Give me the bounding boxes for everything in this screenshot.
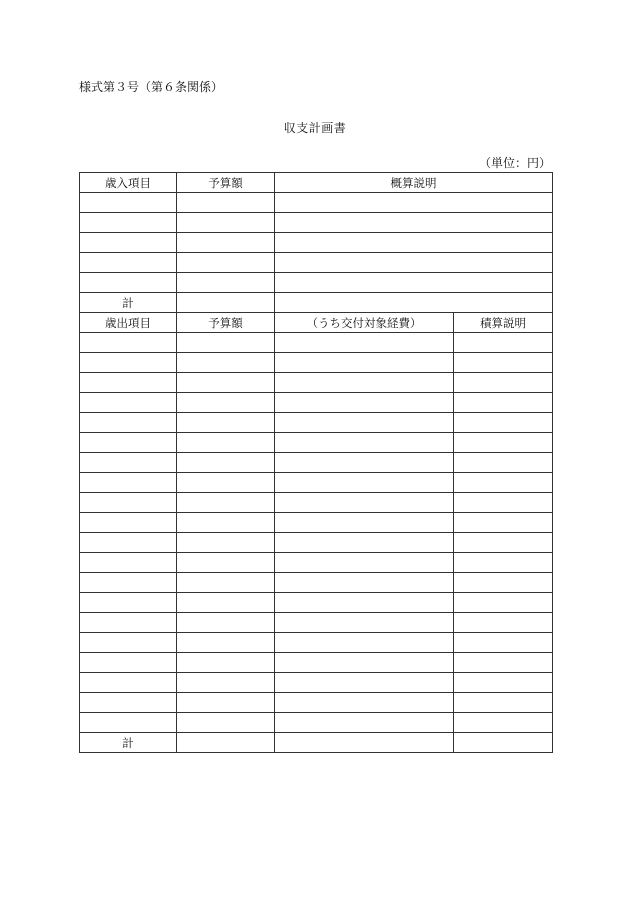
expenditure-eligible-cell[interactable]: [275, 453, 454, 473]
expenditure-calculation-cell[interactable]: [454, 613, 553, 633]
income-row: [80, 233, 553, 253]
income-description-cell[interactable]: [275, 273, 553, 293]
income-budget-cell[interactable]: [177, 193, 275, 213]
expenditure-budget-cell[interactable]: [177, 333, 275, 353]
expenditure-row: [80, 573, 553, 593]
expenditure-total-calculation-cell[interactable]: [454, 733, 553, 753]
expenditure-budget-cell[interactable]: [177, 513, 275, 533]
expenditure-calculation-cell[interactable]: [454, 553, 553, 573]
expenditure-eligible-cell[interactable]: [275, 713, 454, 733]
expenditure-calculation-cell[interactable]: [454, 713, 553, 733]
expenditure-calculation-cell[interactable]: [454, 653, 553, 673]
expenditure-item-cell[interactable]: [80, 433, 177, 453]
income-budget-cell[interactable]: [177, 253, 275, 273]
expenditure-eligible-cell[interactable]: [275, 353, 454, 373]
expenditure-row: [80, 413, 553, 433]
expenditure-calculation-cell[interactable]: [454, 333, 553, 353]
expenditure-item-cell[interactable]: [80, 613, 177, 633]
expenditure-calculation-header: 積算説明: [454, 313, 553, 333]
form-number-label: 様式第３号（第６条関係）: [79, 80, 224, 94]
income-header-row: [80, 173, 553, 193]
expenditure-eligible-cell[interactable]: [275, 333, 454, 353]
expenditure-budget-cell[interactable]: [177, 373, 275, 393]
expenditure-calculation-cell[interactable]: [454, 433, 553, 453]
expenditure-eligible-cell[interactable]: [275, 553, 454, 573]
income-row: [80, 253, 553, 273]
expenditure-item-cell[interactable]: [80, 713, 177, 733]
expenditure-item-cell[interactable]: [80, 673, 177, 693]
income-item-cell[interactable]: [80, 233, 177, 253]
income-item-header: 歳入項目: [80, 173, 177, 193]
expenditure-budget-cell[interactable]: [177, 453, 275, 473]
expenditure-item-cell[interactable]: [80, 573, 177, 593]
expenditure-item-cell[interactable]: [80, 593, 177, 613]
expenditure-item-cell[interactable]: [80, 393, 177, 413]
expenditure-row: [80, 493, 553, 513]
expenditure-row: [80, 393, 553, 413]
expenditure-total-budget-cell[interactable]: [177, 733, 275, 753]
expenditure-item-cell[interactable]: [80, 653, 177, 673]
expenditure-calculation-cell[interactable]: [454, 453, 553, 473]
income-row: [80, 193, 553, 213]
expenditure-calculation-cell[interactable]: [454, 573, 553, 593]
expenditure-total-row: [80, 733, 553, 753]
expenditure-row: [80, 353, 553, 373]
expenditure-budget-cell[interactable]: [177, 613, 275, 633]
expenditure-row: [80, 713, 553, 733]
income-description-cell[interactable]: [275, 193, 553, 213]
expenditure-row: [80, 533, 553, 553]
expenditure-budget-cell[interactable]: [177, 693, 275, 713]
expenditure-eligible-cell[interactable]: [275, 613, 454, 633]
income-description-header: 概算説明: [275, 173, 553, 193]
expenditure-eligible-cell[interactable]: [275, 373, 454, 393]
expenditure-eligible-cell[interactable]: [275, 533, 454, 553]
expenditure-budget-cell[interactable]: [177, 353, 275, 373]
expenditure-calculation-cell[interactable]: [454, 673, 553, 693]
expenditure-item-cell[interactable]: [80, 473, 177, 493]
income-row: [80, 273, 553, 293]
expenditure-budget-header: 予算額: [177, 313, 275, 333]
document-title: 収支計画書: [283, 121, 347, 135]
expenditure-row: [80, 553, 553, 573]
expenditure-budget-cell[interactable]: [177, 713, 275, 733]
expenditure-row: [80, 373, 553, 393]
expenditure-eligible-cell[interactable]: [275, 693, 454, 713]
expenditure-calculation-cell[interactable]: [454, 393, 553, 413]
expenditure-item-cell[interactable]: [80, 693, 177, 713]
expenditure-row: [80, 653, 553, 673]
expenditure-total-label: 計: [80, 733, 177, 753]
expenditure-eligible-cell[interactable]: [275, 573, 454, 593]
expenditure-eligible-cell[interactable]: [275, 673, 454, 693]
expenditure-calculation-cell[interactable]: [454, 513, 553, 533]
expenditure-eligible-cell[interactable]: [275, 413, 454, 433]
expenditure-calculation-cell[interactable]: [454, 473, 553, 493]
income-description-cell[interactable]: [275, 253, 553, 273]
expenditure-budget-cell[interactable]: [177, 633, 275, 653]
expenditure-budget-cell[interactable]: [177, 653, 275, 673]
income-budget-cell[interactable]: [177, 273, 275, 293]
expenditure-calculation-cell[interactable]: [454, 533, 553, 553]
expenditure-eligible-cell[interactable]: [275, 393, 454, 413]
expenditure-budget-cell[interactable]: [177, 473, 275, 493]
expenditure-calculation-cell[interactable]: [454, 373, 553, 393]
expenditure-item-cell[interactable]: [80, 493, 177, 513]
expenditure-eligible-cell[interactable]: [275, 513, 454, 533]
expenditure-budget-cell[interactable]: [177, 673, 275, 693]
expenditure-eligible-cell[interactable]: [275, 633, 454, 653]
expenditure-eligible-header: （うち交付対象経費）: [275, 313, 454, 333]
income-item-cell[interactable]: [80, 213, 177, 233]
unit-label: （単位：円）: [478, 156, 551, 170]
expenditure-calculation-cell[interactable]: [454, 593, 553, 613]
expenditure-item-cell[interactable]: [80, 333, 177, 353]
expenditure-item-cell[interactable]: [80, 533, 177, 553]
expenditure-row: [80, 593, 553, 613]
expenditure-item-cell[interactable]: [80, 553, 177, 573]
income-total-label: 計: [80, 293, 177, 313]
income-description-cell[interactable]: [275, 233, 553, 253]
expenditure-item-cell[interactable]: [80, 513, 177, 533]
expenditure-row: [80, 513, 553, 533]
expenditure-row: [80, 693, 553, 713]
expenditure-total-eligible-cell[interactable]: [275, 733, 454, 753]
expenditure-eligible-cell[interactable]: [275, 433, 454, 453]
expenditure-eligible-cell[interactable]: [275, 593, 454, 613]
expenditure-eligible-cell[interactable]: [275, 473, 454, 493]
expenditure-budget-cell[interactable]: [177, 573, 275, 593]
expenditure-row: [80, 433, 553, 453]
expenditure-row: [80, 673, 553, 693]
expenditure-budget-cell[interactable]: [177, 393, 275, 413]
income-total-row: [80, 293, 553, 313]
expenditure-item-header: 歳出項目: [80, 313, 177, 333]
expenditure-budget-cell[interactable]: [177, 413, 275, 433]
income-item-cell[interactable]: [80, 253, 177, 273]
expenditure-eligible-cell[interactable]: [275, 493, 454, 513]
income-budget-header: 予算額: [177, 173, 275, 193]
expenditure-budget-cell[interactable]: [177, 553, 275, 573]
expenditure-row: [80, 333, 553, 353]
expenditure-row: [80, 613, 553, 633]
income-total-description-cell[interactable]: [275, 293, 553, 313]
expenditure-item-cell[interactable]: [80, 373, 177, 393]
expenditure-item-cell[interactable]: [80, 413, 177, 433]
expenditure-item-cell[interactable]: [80, 353, 177, 373]
expenditure-budget-cell[interactable]: [177, 433, 275, 453]
expenditure-row: [80, 453, 553, 473]
expenditure-budget-cell[interactable]: [177, 493, 275, 513]
income-budget-cell[interactable]: [177, 233, 275, 253]
expenditure-eligible-cell[interactable]: [275, 653, 454, 673]
expenditure-budget-cell[interactable]: [177, 533, 275, 553]
expenditure-calculation-cell[interactable]: [454, 493, 553, 513]
budget-table: [79, 172, 553, 753]
expenditure-budget-cell[interactable]: [177, 593, 275, 613]
income-description-cell[interactable]: [275, 213, 553, 233]
expenditure-row: [80, 633, 553, 653]
expenditure-calculation-cell[interactable]: [454, 693, 553, 713]
expenditure-row: [80, 473, 553, 493]
expenditure-item-cell[interactable]: [80, 633, 177, 653]
expenditure-calculation-cell[interactable]: [454, 633, 553, 653]
income-row: [80, 213, 553, 233]
income-budget-cell[interactable]: [177, 213, 275, 233]
income-item-cell[interactable]: [80, 193, 177, 213]
income-item-cell[interactable]: [80, 273, 177, 293]
expenditure-calculation-cell[interactable]: [454, 413, 553, 433]
income-total-budget-cell[interactable]: [177, 293, 275, 313]
expenditure-header-row: [80, 313, 553, 333]
expenditure-calculation-cell[interactable]: [454, 353, 553, 373]
expenditure-item-cell[interactable]: [80, 453, 177, 473]
